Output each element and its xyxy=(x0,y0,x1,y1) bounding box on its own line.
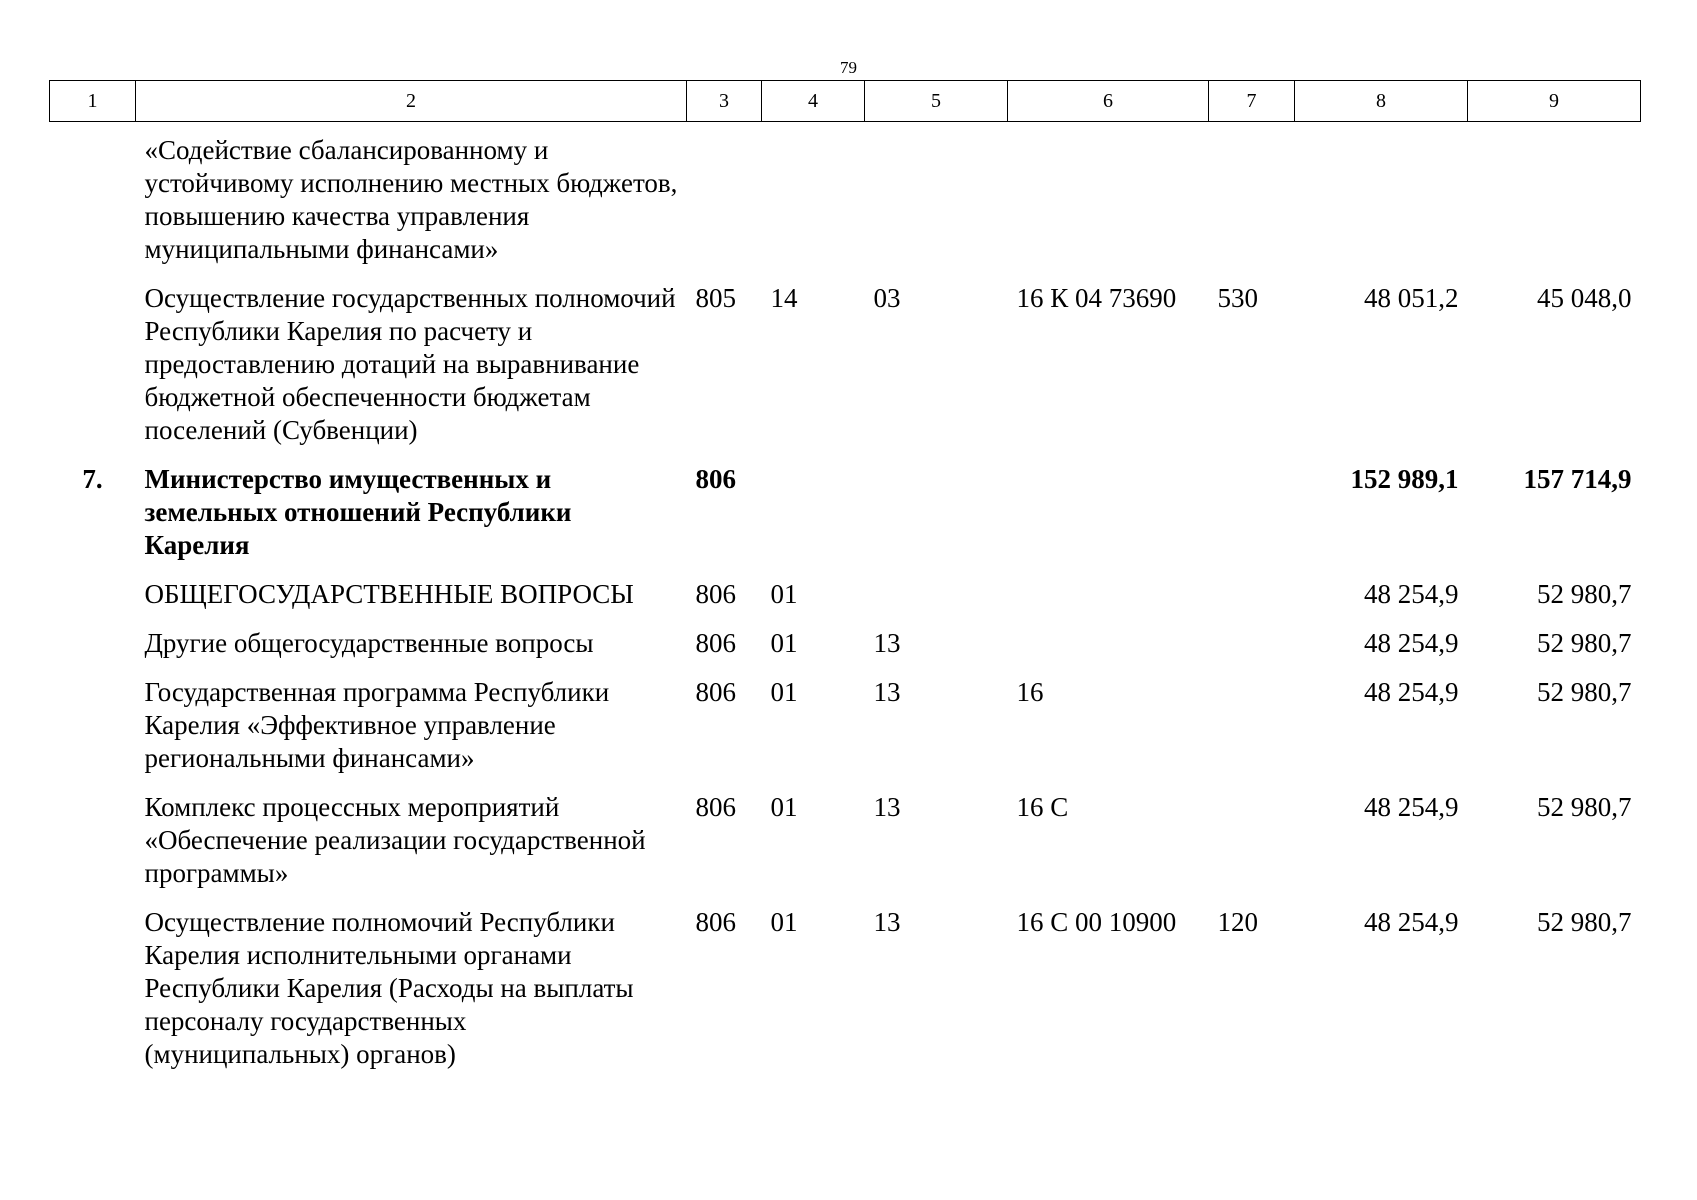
department-code-cell: 806 xyxy=(695,464,736,494)
target-item-cell: 16 С xyxy=(1016,792,1069,822)
item-name-cell: Другие общегосударственные вопросы xyxy=(144,628,594,658)
section-code-cell xyxy=(762,463,865,578)
section-code-cell: 01 xyxy=(770,792,798,822)
expense-type-cell xyxy=(1209,676,1295,791)
row-number-cell xyxy=(50,578,136,627)
expense-type-cell xyxy=(1209,578,1295,627)
table-row xyxy=(50,791,1641,906)
department-code-cell xyxy=(687,122,762,283)
item-name-cell: Комплекс процессных мероприятий «Обеспечение реализации государственной программы» xyxy=(144,792,646,888)
section-code-cell: 01 xyxy=(770,907,798,937)
column-header-6: 6 xyxy=(1008,81,1209,122)
item-name-cell: Осуществление полномочий Республики Карелия исполнительными органами Республики Карелия (Расходы на выплаты персоналу государственных (муниципальных) органов) xyxy=(144,907,634,1069)
subsection-code-cell: 13 xyxy=(873,907,901,937)
expense-type-cell xyxy=(1209,791,1295,906)
budget-table xyxy=(49,80,1641,1087)
amount-year2-cell: 52 980,7 xyxy=(1537,628,1632,658)
column-header-7: 7 xyxy=(1209,81,1295,122)
expense-type-cell: 120 xyxy=(1217,907,1258,937)
table-row xyxy=(50,906,1641,1087)
target-item-cell xyxy=(1008,578,1209,627)
column-header-1: 1 xyxy=(50,81,136,122)
target-item-cell xyxy=(1008,463,1209,578)
page-number: 79 xyxy=(840,58,857,77)
row-number-cell xyxy=(50,906,136,1087)
item-name-cell: Государственная программа Республики Карелия «Эффективное управление региональными финансами» xyxy=(144,677,610,773)
subsection-code-cell: 13 xyxy=(873,792,901,822)
table-row xyxy=(50,627,1641,676)
amount-year1-cell xyxy=(1295,122,1468,283)
amount-year2-cell: 52 980,7 xyxy=(1537,907,1632,937)
amount-year2-cell: 52 980,7 xyxy=(1537,579,1632,609)
row-number-cell xyxy=(50,676,136,791)
amount-year1-cell: 152 989,1 xyxy=(1350,464,1459,494)
row-number-cell: 7. xyxy=(82,464,103,494)
target-item-cell: 16 К 04 73690 xyxy=(1016,283,1177,313)
table-row xyxy=(50,282,1641,463)
target-item-cell: 16 xyxy=(1016,677,1044,707)
column-header-8: 8 xyxy=(1295,81,1468,122)
amount-year2-cell: 157 714,9 xyxy=(1523,464,1632,494)
section-code-cell: 14 xyxy=(770,283,798,313)
section-code-cell: 01 xyxy=(770,628,798,658)
subsection-code-cell xyxy=(865,122,1008,283)
row-number-cell xyxy=(50,282,136,463)
expense-type-cell: 530 xyxy=(1217,283,1258,313)
amount-year1-cell: 48 254,9 xyxy=(1364,677,1459,707)
table-body xyxy=(50,122,1641,1088)
department-code-cell: 806 xyxy=(695,579,736,609)
table-row xyxy=(50,122,1641,283)
table-row xyxy=(50,463,1641,578)
row-number-cell xyxy=(50,122,136,283)
department-code-cell: 806 xyxy=(695,907,736,937)
item-name-cell: Министерство имущественных и земельных отношений Республики Карелия xyxy=(144,464,572,560)
subsection-code-cell xyxy=(865,463,1008,578)
item-name-cell: «Содействие сбалансированному и устойчивому исполнению местных бюджетов, повышению качества управления муниципальными финансами» xyxy=(144,135,678,264)
subsection-code-cell: 13 xyxy=(873,628,901,658)
column-header-3: 3 xyxy=(687,81,762,122)
amount-year1-cell: 48 254,9 xyxy=(1364,628,1459,658)
table-header xyxy=(50,81,1641,122)
row-number-cell xyxy=(50,791,136,906)
amount-year2-cell: 45 048,0 xyxy=(1537,283,1632,313)
department-code-cell: 806 xyxy=(695,792,736,822)
row-number-cell xyxy=(50,627,136,676)
section-code-cell xyxy=(762,122,865,283)
expense-type-cell xyxy=(1209,463,1295,578)
amount-year2-cell xyxy=(1468,122,1641,283)
target-item-cell: 16 С 00 10900 xyxy=(1016,907,1177,937)
subsection-code-cell xyxy=(865,578,1008,627)
amount-year2-cell: 52 980,7 xyxy=(1537,792,1632,822)
subsection-code-cell: 03 xyxy=(873,283,901,313)
subsection-code-cell: 13 xyxy=(873,677,901,707)
department-code-cell: 805 xyxy=(695,283,736,313)
department-code-cell: 806 xyxy=(695,628,736,658)
column-header-9: 9 xyxy=(1468,81,1641,122)
column-header-2: 2 xyxy=(136,81,687,122)
column-number-row xyxy=(50,81,1641,122)
table-row xyxy=(50,578,1641,627)
amount-year1-cell: 48 254,9 xyxy=(1364,579,1459,609)
department-code-cell: 806 xyxy=(695,677,736,707)
expense-type-cell xyxy=(1209,122,1295,283)
item-name-cell: ОБЩЕГОСУДАРСТВЕННЫЕ ВОПРОСЫ xyxy=(144,579,634,609)
amount-year1-cell: 48 051,2 xyxy=(1364,283,1459,313)
table-row xyxy=(50,676,1641,791)
amount-year1-cell: 48 254,9 xyxy=(1364,792,1459,822)
amount-year1-cell: 48 254,9 xyxy=(1364,907,1459,937)
section-code-cell: 01 xyxy=(770,579,798,609)
column-header-5: 5 xyxy=(865,81,1008,122)
expense-type-cell xyxy=(1209,627,1295,676)
column-header-4: 4 xyxy=(762,81,865,122)
target-item-cell xyxy=(1008,122,1209,283)
amount-year2-cell: 52 980,7 xyxy=(1537,677,1632,707)
section-code-cell: 01 xyxy=(770,677,798,707)
target-item-cell xyxy=(1008,627,1209,676)
item-name-cell: Осуществление государственных полномочий Республики Карелия по расчету и предоставлению дотаций на выравнивание бюджетной обеспеченности бюджетам поселений (Субвенции) xyxy=(144,283,676,445)
